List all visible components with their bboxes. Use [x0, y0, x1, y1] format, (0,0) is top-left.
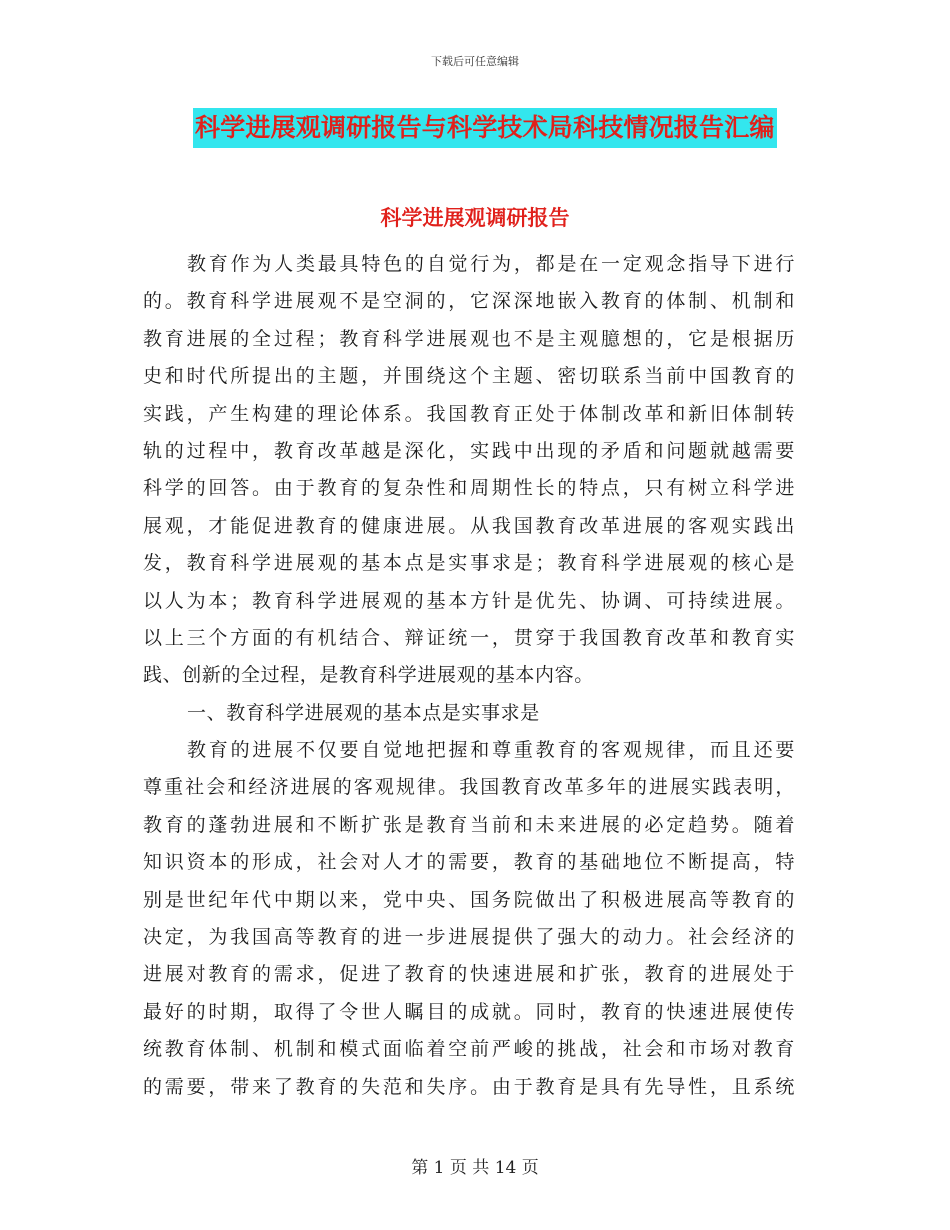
paragraph-line: 教育作为人类最具特色的自觉行为，都是在一定观念指导下进行 [187, 253, 795, 275]
paragraph-line: 科学的回答。由于教育的复杂性和周期性长的特点，只有树立科学进 [143, 477, 795, 500]
paragraph-line: 教育的进展不仅要自觉地把握和尊重教育的客观规律，而且还要 [187, 739, 795, 762]
paragraph-line: 进展对教育的需求，促进了教育的快速进展和扩张，教育的进展处于 [143, 963, 795, 986]
paragraph-line: 知识资本的形成，社会对人才的需要，教育的基础地位不断提高，特 [143, 851, 795, 874]
header-note: 下载后可任意编辑 [431, 55, 519, 68]
paragraph-line: 教育的蓬勃进展和不断扩张是教育当前和未来进展的必定趋势。随着 [143, 813, 795, 836]
document-body [143, 246, 795, 1106]
paragraph-line: 实践，产生构建的理论体系。我国教育正处于体制改革和新旧体制转 [143, 402, 795, 425]
paragraph-line: 决定，为我国高等教育的进一步进展提供了强大的动力。社会经济的 [143, 926, 795, 949]
paragraph-line: 发，教育科学进展观的基本点是实事求是；教育科学进展观的核心是 [143, 552, 795, 575]
paragraph-line: 教育进展的全过程；教育科学进展观也不是主观臆想的，它是根据历 [143, 327, 795, 350]
page-footer: 第 1 页 共 14 页 [411, 1158, 539, 1178]
paragraph-line: 轨的过程中，教育改革越是深化，实践中出现的矛盾和问题就越需要 [143, 439, 795, 462]
main-title: 科学进展观调研报告与科学技术局科技情况报告汇编 [193, 108, 777, 148]
paragraph-line: 尊重社会和经济进展的客观规律。我国教育改革多年的进展实践表明， [143, 776, 795, 799]
paragraph-line: 的。教育科学进展观不是空洞的，它深深地嵌入教育的体制、机制和 [143, 290, 795, 313]
paragraph-line: 以人为本；教育科学进展观的基本方针是优先、协调、可持续进展。 [143, 589, 795, 612]
paragraph-line: 统教育体制、机制和模式面临着空前严峻的挑战，社会和市场对教育 [143, 1038, 795, 1061]
paragraph-line: 以上三个方面的有机结合、辩证统一，贯穿于我国教育改革和教育实 [143, 626, 795, 649]
paragraph-line: 践、创新的全过程，是教育科学进展观的基本内容。 [143, 664, 594, 687]
paragraph-line: 史和时代所提出的主题，并围绕这个主题、密切联系当前中国教育的 [143, 365, 795, 388]
paragraph-line: 的需要，带来了教育的失范和失序。由于教育是具有先导性，且系统 [143, 1075, 795, 1098]
paragraph-line: 展观，才能促进教育的健康进展。从我国教育改革进展的客观实践出 [143, 514, 795, 537]
section-title: 科学进展观调研报告 [380, 206, 570, 230]
paragraph-line: 别是世纪年代中期以来，党中央、国务院做出了积极进展高等教育的 [143, 888, 795, 911]
paragraph-line: 最好的时期，取得了令世人瞩目的成就。同时，教育的快速进展使传 [143, 1000, 795, 1023]
subheading-line: 一、教育科学进展观的基本点是实事求是 [187, 701, 540, 724]
